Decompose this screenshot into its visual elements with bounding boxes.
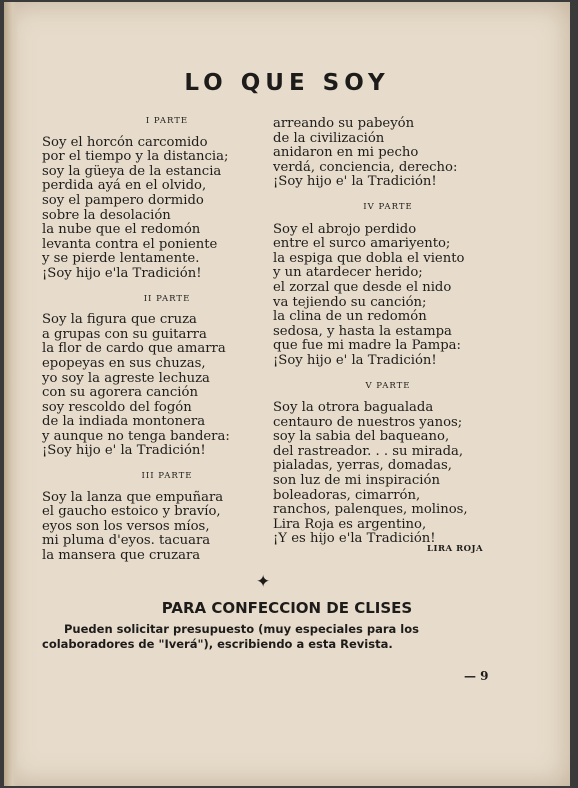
poem-line: anidaron en mi pecho [273, 145, 419, 161]
poem-line: son luz de mi inspiración [273, 473, 440, 489]
poem-line: Soy el abrojo perdido [273, 221, 417, 237]
poem-line: y aunque no tenga bandera: [42, 428, 230, 444]
ad-text: Pueden solicitar presupuesto (muy especiales para los colaboradores de "Iverá"), escribiendo a esta Revista. [42, 622, 419, 651]
poem-line: y un atardecer herido; [273, 265, 423, 281]
section-heading-4: IV PARTE [363, 201, 413, 212]
poem-line: Soy la figura que cruza [42, 312, 197, 328]
page-spine-shadow [4, 2, 18, 786]
poem-line: ¡Soy hijo e' la Tradición! [42, 443, 206, 459]
poem-column-left [42, 114, 262, 574]
poem-line: sedosa, y hasta la estampa [273, 323, 452, 339]
poem-line: levanta contra el poniente [42, 236, 218, 252]
poem-line: va tejiendo su canción; [273, 294, 427, 310]
poem-line: sobre la desolación [42, 207, 171, 223]
poem-line: ranchos, palenques, molinos, [273, 502, 468, 518]
poem-line: verdá, conciencia, derecho: [273, 159, 458, 175]
poem-line: el zorzal que desde el nido [273, 279, 452, 295]
poem-line: Soy la otrora bagualada [273, 400, 434, 416]
poem-line: ¡Soy hijo e'la Tradición! [42, 265, 202, 281]
poem-line: eyos son los versos míos, [42, 518, 210, 534]
poem-line: arreando su pabeyón [273, 116, 415, 131]
poem-line: ¡Y es hijo e'la Tradición! [273, 531, 436, 547]
poem-line: por el tiempo y la distancia; [42, 149, 229, 165]
poem-line: perdida ayá en el olvido, [42, 178, 207, 194]
page [4, 2, 570, 786]
poem-line: epopeyas en sus chuzas, [42, 355, 206, 371]
stanza-1 [42, 136, 262, 282]
poem-line: con su agorera canción [42, 385, 198, 401]
poem-line: boleadoras, cimarrón, [273, 487, 421, 503]
poem-line: centauro de nuestros yanos; [273, 414, 463, 430]
poem-line: soy la güeya de la estancia [42, 163, 222, 179]
stanza-2 [42, 313, 262, 459]
poem-line: la flor de cardo que amarra [42, 341, 226, 357]
poem-line: yo soy la agreste lechuza [42, 370, 210, 386]
poem-line: la nube que el redomón [42, 222, 201, 238]
poem-line: mi pluma d'eyos. tacuara [42, 533, 211, 549]
poem-line: soy la sabia del baqueano, [273, 429, 450, 445]
ad-title: PARA CONFECCION DE CLISES [161, 599, 413, 617]
section-heading-1: I PARTE [145, 116, 189, 126]
poem-line: pialadas, yerras, domadas, [273, 458, 452, 474]
poem-line: la espiga que dobla el viento [273, 250, 465, 266]
poem-line: del rastreador. . . su mirada, [273, 443, 464, 459]
section-heading-3: III PARTE [141, 471, 193, 482]
poem-line: y se pierde lentamente. [42, 251, 200, 267]
poem-line: ¡Soy hijo e' la Tradición! [273, 174, 437, 190]
stanza-5 [273, 401, 495, 547]
poem-line: de la indiada montonera [42, 414, 206, 430]
poem-line: a grupas con su guitarra [42, 326, 207, 342]
poem-line: la mansera que cruzara [42, 548, 201, 564]
poem-line: Soy el horcón carcomido [42, 134, 208, 150]
section-heading-2: II PARTE [143, 293, 191, 304]
star-ornament-icon: ✦ [256, 572, 271, 592]
stanza-4 [273, 223, 495, 369]
page-number: — 9 [464, 669, 489, 683]
poem-line: soy el pampero dormido [42, 192, 204, 208]
poem-column-right [273, 117, 495, 557]
poem-line: de la civilización [273, 130, 385, 146]
poem-line: que fue mi madre la Pampa: [273, 338, 461, 354]
poem-line: entre el surco amariyento; [273, 236, 451, 252]
author-signature: LIRA ROJA [427, 544, 484, 554]
poem-line: la clina de un redomón [273, 309, 427, 325]
poem-line: el gaucho estoico y bravío, [42, 504, 221, 520]
stanza-3-continued [273, 117, 495, 190]
section-heading-5: V PARTE [365, 380, 411, 391]
poem-line: Lira Roja es argentino, [273, 516, 427, 532]
poem-line: soy rescoldo del fogón [42, 399, 192, 415]
poem-line: Soy la lanza que empuñara [42, 489, 224, 505]
stanza-3 [42, 491, 262, 564]
poem-line: ¡Soy hijo e' la Tradición! [273, 352, 437, 368]
poem-title: LO QUE SOY [184, 70, 390, 96]
